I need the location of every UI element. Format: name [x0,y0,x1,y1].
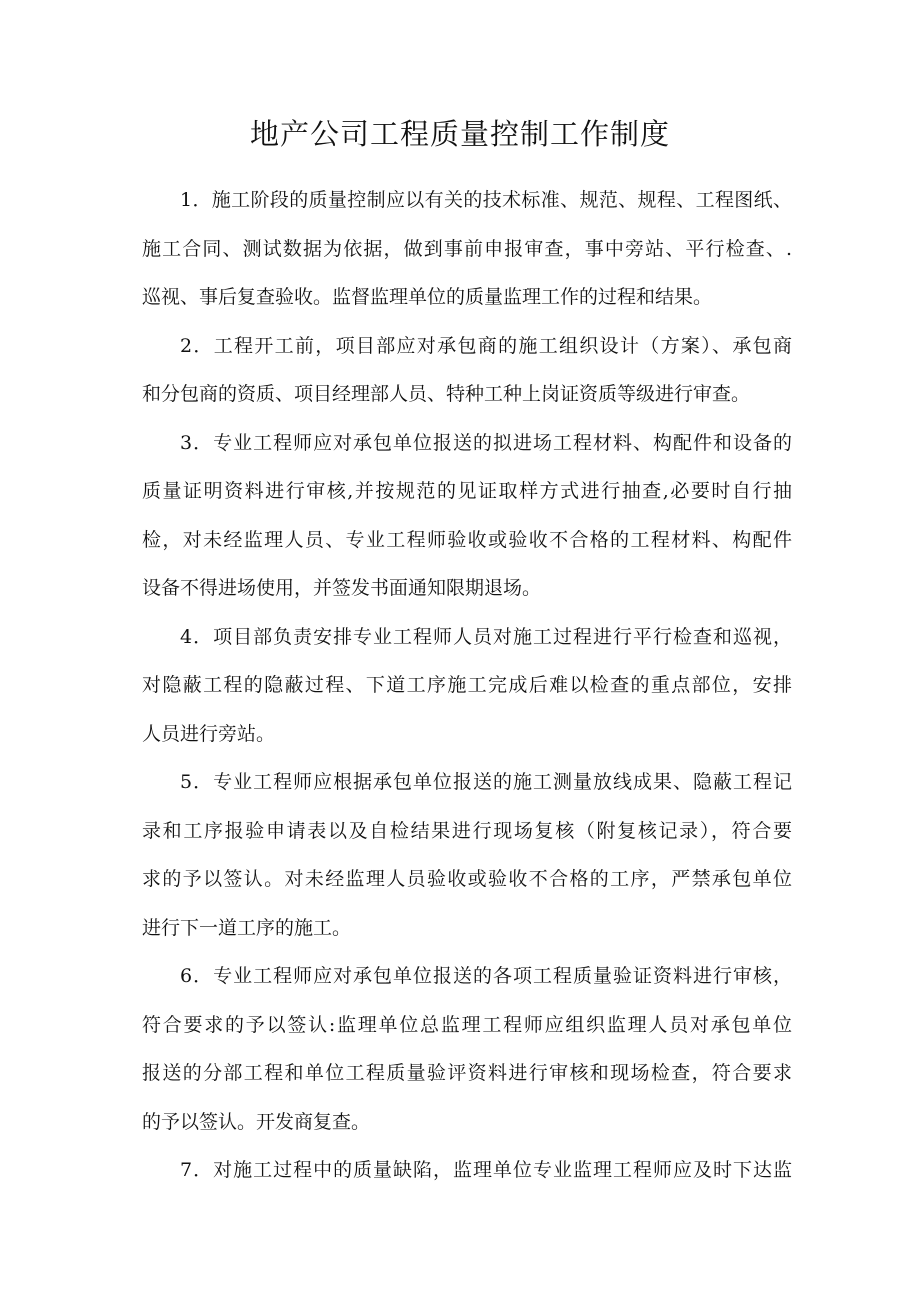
text-line: 设备不得进场使用，并签发书面通知限期退场。 [142,577,542,599]
text-line: 录和工序报验申请表以及自检结果进行现场复核（附复核记录），符合要 [142,819,792,842]
paragraph-2 [142,322,792,419]
text-line: 施工合同、测试数据为依据，做到事前申报审查，事中旁站、平行检查、. [142,237,792,260]
paragraph-3 [142,419,792,613]
paragraph-4 [142,613,792,759]
document-title: 地产公司工程质量控制工作制度 [249,117,670,151]
paragraph-5 [142,758,792,952]
text-line: 6．专业工程师应对承包单位报送的各项工程质量验证资料进行审核， [180,965,792,987]
text-line: 求的予以签认。对未经监理人员验收或验收不合格的工序，严禁承包单位 [142,868,792,890]
text-line: 和分包商的资质、项目经理部人员、特种工种上岗证资质等级进行审查。 [142,383,751,405]
text-line: 报送的分部工程和单位工程质量验评资料进行审核和现场检查，符合要求 [142,1062,792,1084]
text-line: 巡视、事后复查验收。监督监理单位的质量监理工作的过程和结果。 [142,286,713,308]
paragraph-1 [142,176,792,322]
text-line: 1．施工阶段的质量控制应以有关的技术标准、规范、规程、工程图纸、 [180,189,792,211]
text-line: 4．项目部负责安排专业工程师人员对施工过程进行平行检查和巡视， [180,625,792,648]
text-line: 对隐蔽工程的隐蔽过程、下道工序施工完成后难以检查的重点部位，安排 [142,674,792,696]
text-line: 的予以签认。开发商复查。 [142,1110,371,1133]
text-line: 进行下一道工序的施工。 [142,916,352,939]
text-line: 7．对施工过程中的质量缺陷，监理单位专业监理工程师应及时下达监 [180,1159,792,1181]
text-line: 2．工程开工前，项目部应对承包商的施工组织设计（方案）、承包商 [180,334,792,357]
text-line: 人员进行旁站。 [142,722,276,745]
text-line: 质量证明资料进行审核,并按规范的见证取样方式进行抽查,必要时自行抽 [142,480,792,502]
text-line: 检，对未经监理人员、专业工程师验收或验收不合格的工程材料、构配件 [142,528,792,551]
document-body [142,176,792,1195]
paragraph-7 [142,1146,792,1195]
text-line: 3．专业工程师应对承包单位报送的拟进场工程材料、构配件和设备的 [180,431,792,454]
text-line: 符合要求的予以签认:监理单位总监理工程师应组织监理人员对承包单位 [142,1013,792,1036]
text-line: 5．专业工程师应根据承包单位报送的施工测量放线成果、隐蔽工程记 [180,771,792,793]
paragraph-6 [142,952,792,1146]
